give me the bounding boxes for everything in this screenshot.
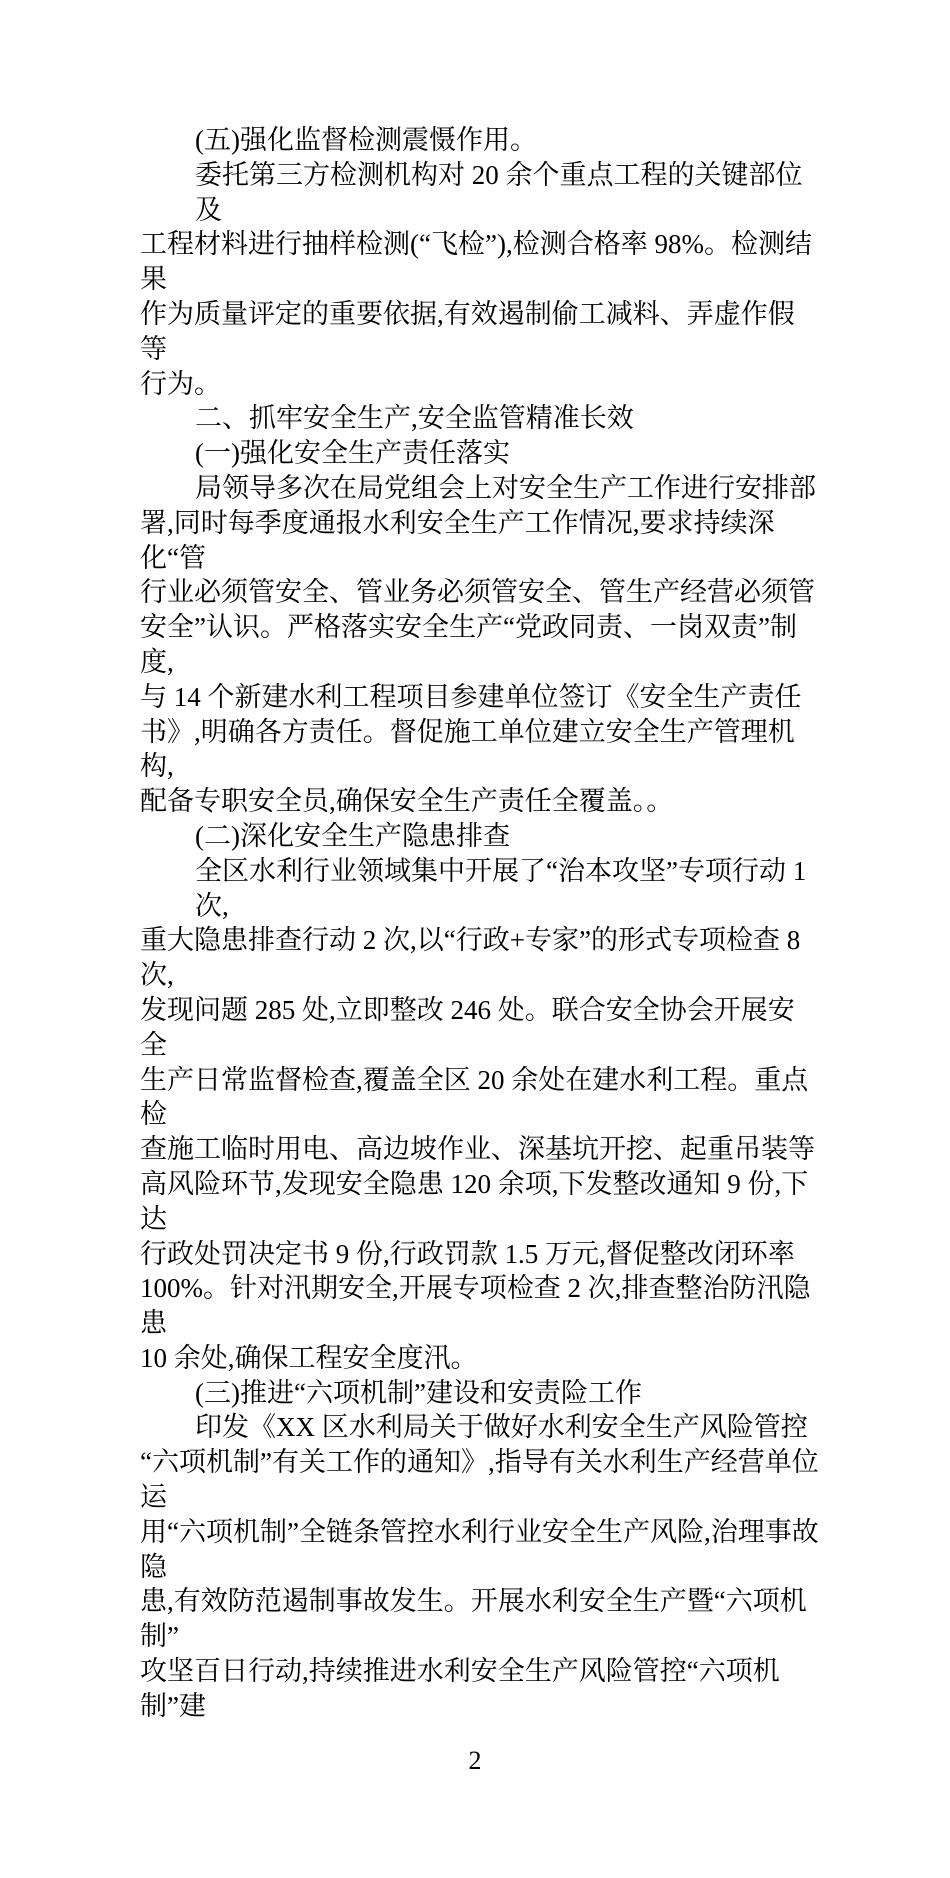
text-line: 作为质量评定的重要依据,有效遏制偷工减料、弄虚作假等 bbox=[140, 298, 795, 364]
text-line: 生产日常监督检查,覆盖全区 20 余处在建水利工程。重点检 bbox=[140, 1064, 809, 1130]
text-line: 委托第三方检测机构对 20 余个重点工程的关键部位及 bbox=[195, 159, 803, 225]
text-line: 100%。针对汛期安全,开展专项检查 2 次,排查整治防汛隐患 bbox=[140, 1273, 811, 1339]
text-line: 发现问题 285 处,立即整改 246 处。联合安全协会开展安全 bbox=[140, 994, 795, 1060]
text-line: 重大隐患排查行动 2 次,以“行政+专家”的形式专项检查 8 次, bbox=[140, 925, 801, 991]
text-line: 印发《XX 区水利局关于做好水利安全生产风险管控 bbox=[195, 1412, 808, 1443]
text-line: 书》,明确各方责任。督促施工单位建立安全生产管理机构, bbox=[140, 716, 795, 782]
document-body bbox=[140, 0, 820, 1724]
text-line: 局领导多次在局党组会上对安全生产工作进行安排部 bbox=[195, 472, 816, 503]
text-line: 行业必须管安全、管业务必须管安全、管生产经营必须管 bbox=[140, 577, 815, 608]
text-line: 工程材料进行抽样检测(“飞检”),检测合格率 98%。检测结果 bbox=[140, 229, 812, 295]
text-line: 二、抓牢安全生产,安全监管精准长效 bbox=[195, 403, 634, 434]
text-line: “六项机制”有关工作的通知》,指导有关水利生产经营单位运 bbox=[140, 1447, 819, 1513]
text-line: (三)推进“六项机制”建设和安责险工作 bbox=[195, 1377, 642, 1408]
text-line: 高风险环节,发现安全隐患 120 余项,下发整改通知 9 份,下达 bbox=[140, 1168, 809, 1234]
text-line: (五)强化监督检测震慑作用。 bbox=[195, 125, 537, 155]
text-line: (一)强化安全生产责任落实 bbox=[195, 438, 510, 469]
text-line: 行政处罚决定书 9 份,行政罚款 1.5 万元,督促整改闭环率 bbox=[140, 1238, 795, 1269]
page-number: 2 bbox=[468, 1745, 482, 1775]
text-line: 患,有效防范遏制事故发生。开展水利安全生产暨“六项机制” bbox=[140, 1586, 807, 1652]
text-line: (二)深化安全生产隐患排查 bbox=[195, 820, 510, 851]
text-line: 攻坚百日行动,持续推进水利安全生产风险管控“六项机制”建 bbox=[140, 1656, 780, 1721]
text-line: 全区水利行业领域集中开展了“治本攻坚”专项行动 1 次, bbox=[195, 855, 807, 921]
text-line: 安全”认识。严格落实安全生产“党政同责、一岗双责”制度, bbox=[140, 612, 797, 677]
text-line: 行为。 bbox=[140, 368, 221, 399]
text-line: 配备专职安全员,确保安全生产责任全覆盖。。 bbox=[140, 786, 674, 817]
text-line: 查施工临时用电、高边坡作业、深基坑开挖、起重吊装等 bbox=[140, 1134, 815, 1165]
text-line: 用“六项机制”全链条管控水利行业安全生产风险,治理事故隐 bbox=[140, 1516, 819, 1582]
text-line: 10 余处,确保工程安全度汛。 bbox=[140, 1342, 478, 1373]
text-line: 署,同时每季度通报水利安全生产工作情况,要求持续深化“管 bbox=[140, 507, 775, 573]
text-line: 与 14 个新建水利工程项目参建单位签订《安全生产责任 bbox=[140, 681, 802, 712]
